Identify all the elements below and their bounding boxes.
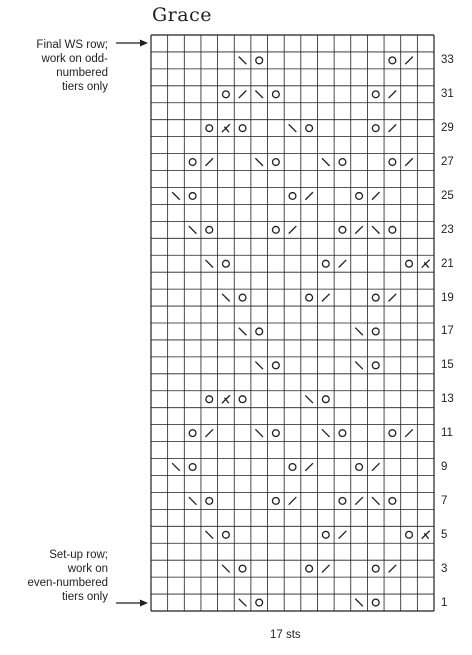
yarn-over-symbol: [206, 226, 213, 233]
row-number: 11: [441, 427, 453, 440]
row-number: 7: [441, 494, 448, 507]
yarn-over-symbol: [272, 91, 279, 98]
yarn-over-symbol: [272, 362, 279, 369]
yarn-over-symbol: [372, 328, 379, 335]
k2tog-symbol: [372, 463, 380, 471]
row-number: 17: [441, 325, 454, 338]
yarn-over-symbol: [339, 497, 346, 504]
ssk-symbol: [189, 497, 197, 505]
ssk-symbol: [255, 362, 263, 370]
top-arrow-icon: [116, 40, 148, 47]
ssk-symbol: [289, 124, 297, 132]
yarn-over-symbol: [406, 531, 413, 538]
note-line: tiers only: [61, 81, 108, 93]
k2tog-symbol: [355, 226, 363, 234]
yarn-over-symbol: [239, 565, 246, 572]
k2tog-symbol: [405, 429, 413, 437]
yarn-over-symbol: [322, 396, 329, 403]
yarn-over-symbol: [206, 125, 213, 132]
yarn-over-symbol: [389, 159, 396, 166]
yarn-over-symbol: [223, 531, 230, 538]
ssk-symbol: [305, 395, 313, 403]
yarn-over-symbol: [223, 260, 230, 267]
note-line: numbered: [56, 67, 108, 79]
ssk-symbol: [222, 565, 230, 573]
chart-title: Grace: [152, 4, 212, 26]
note-line: even-numbered: [27, 577, 108, 589]
k2tog-symbol: [389, 90, 397, 98]
ssk-symbol: [355, 362, 363, 370]
yarn-over-symbol: [372, 599, 379, 606]
k2tog-symbol: [205, 429, 213, 437]
ssk-symbol: [322, 429, 330, 437]
yarn-over-symbol: [289, 193, 296, 200]
ssk-symbol: [355, 328, 363, 336]
ssk-symbol: [189, 226, 197, 234]
yarn-over-symbol: [372, 91, 379, 98]
ssk-symbol: [255, 158, 263, 166]
ssk-symbol: [372, 226, 380, 234]
ssk-symbol: [205, 260, 213, 268]
yarn-over-symbol: [239, 396, 246, 403]
yarn-over-symbol: [389, 226, 396, 233]
k2tog-symbol: [405, 57, 413, 65]
yarn-over-symbol: [322, 531, 329, 538]
double-decrease-symbol: [422, 260, 430, 268]
ssk-symbol: [255, 429, 263, 437]
double-decrease-symbol: [222, 395, 230, 403]
double-decrease-symbol: [422, 531, 430, 539]
yarn-over-symbol: [272, 430, 279, 437]
ssk-symbol: [239, 328, 247, 336]
yarn-over-symbol: [339, 159, 346, 166]
yarn-over-symbol: [256, 328, 263, 335]
k2tog-symbol: [305, 192, 313, 200]
yarn-over-symbol: [272, 497, 279, 504]
k2tog-symbol: [205, 158, 213, 166]
yarn-over-symbol: [206, 396, 213, 403]
bottom-arrow-icon: [116, 600, 148, 607]
yarn-over-symbol: [356, 193, 363, 200]
yarn-over-symbol: [339, 226, 346, 233]
yarn-over-symbol: [223, 91, 230, 98]
yarn-over-symbol: [406, 260, 413, 267]
row-number: 9: [441, 461, 448, 473]
row-number: 5: [441, 528, 448, 541]
yarn-over-symbol: [189, 159, 196, 166]
note-line: work on odd-: [41, 53, 108, 65]
k2tog-symbol: [372, 192, 380, 200]
k2tog-symbol: [322, 565, 330, 573]
k2tog-symbol: [289, 226, 297, 234]
k2tog-symbol: [339, 531, 347, 539]
ssk-symbol: [322, 158, 330, 166]
yarn-over-symbol: [372, 125, 379, 132]
row-number: 25: [441, 189, 454, 202]
yarn-over-symbol: [339, 430, 346, 437]
k2tog-symbol: [355, 497, 363, 505]
ssk-symbol: [222, 294, 230, 302]
k2tog-symbol: [322, 294, 330, 302]
yarn-over-symbol: [239, 294, 246, 301]
row-number: 13: [441, 393, 454, 406]
k2tog-symbol: [389, 124, 397, 132]
row-number: 31: [441, 88, 454, 101]
yarn-over-symbol: [356, 464, 363, 471]
yarn-over-symbol: [389, 497, 396, 504]
row-number: 1: [441, 596, 448, 609]
yarn-over-symbol: [372, 294, 379, 301]
yarn-over-symbol: [372, 565, 379, 572]
ssk-symbol: [172, 192, 180, 200]
k2tog-symbol: [305, 463, 313, 471]
k2tog-symbol: [389, 565, 397, 573]
yarn-over-symbol: [272, 226, 279, 233]
yarn-over-symbol: [289, 464, 296, 471]
chart-grid: [151, 35, 434, 611]
ssk-symbol: [355, 599, 363, 607]
ssk-symbol: [172, 463, 180, 471]
yarn-over-symbol: [256, 599, 263, 606]
row-number: 3: [441, 562, 448, 575]
ssk-symbol: [255, 90, 263, 98]
yarn-over-symbol: [306, 125, 313, 132]
ssk-symbol: [372, 497, 380, 505]
k2tog-symbol: [339, 260, 347, 268]
row-number: 21: [441, 257, 454, 270]
row-number: 15: [441, 359, 454, 372]
yarn-over-symbol: [389, 57, 396, 64]
ssk-symbol: [239, 599, 247, 607]
yarn-over-symbol: [189, 430, 196, 437]
note-line: Final WS row;: [36, 39, 108, 51]
ssk-symbol: [239, 57, 247, 65]
row-number: 33: [441, 54, 454, 67]
yarn-over-symbol: [189, 193, 196, 200]
yarn-over-symbol: [322, 260, 329, 267]
yarn-over-symbol: [256, 57, 263, 64]
note-line: tiers only: [61, 591, 108, 603]
k2tog-symbol: [239, 90, 247, 98]
k2tog-symbol: [289, 497, 297, 505]
row-number: 23: [441, 223, 454, 236]
yarn-over-symbol: [306, 565, 313, 572]
yarn-over-symbol: [189, 464, 196, 471]
yarn-over-symbol: [239, 125, 246, 132]
row-number: 19: [441, 291, 454, 304]
stitch-count: 17 sts: [270, 629, 301, 641]
yarn-over-symbol: [272, 159, 279, 166]
k2tog-symbol: [389, 294, 397, 302]
yarn-over-symbol: [206, 497, 213, 504]
yarn-over-symbol: [389, 430, 396, 437]
note-line: Set-up row;: [49, 549, 108, 561]
double-decrease-symbol: [222, 124, 230, 132]
row-number: 29: [441, 122, 454, 135]
note-line: work on: [67, 563, 108, 575]
row-number: 27: [441, 156, 454, 169]
k2tog-symbol: [405, 158, 413, 166]
yarn-over-symbol: [306, 294, 313, 301]
yarn-over-symbol: [372, 362, 379, 369]
ssk-symbol: [205, 531, 213, 539]
